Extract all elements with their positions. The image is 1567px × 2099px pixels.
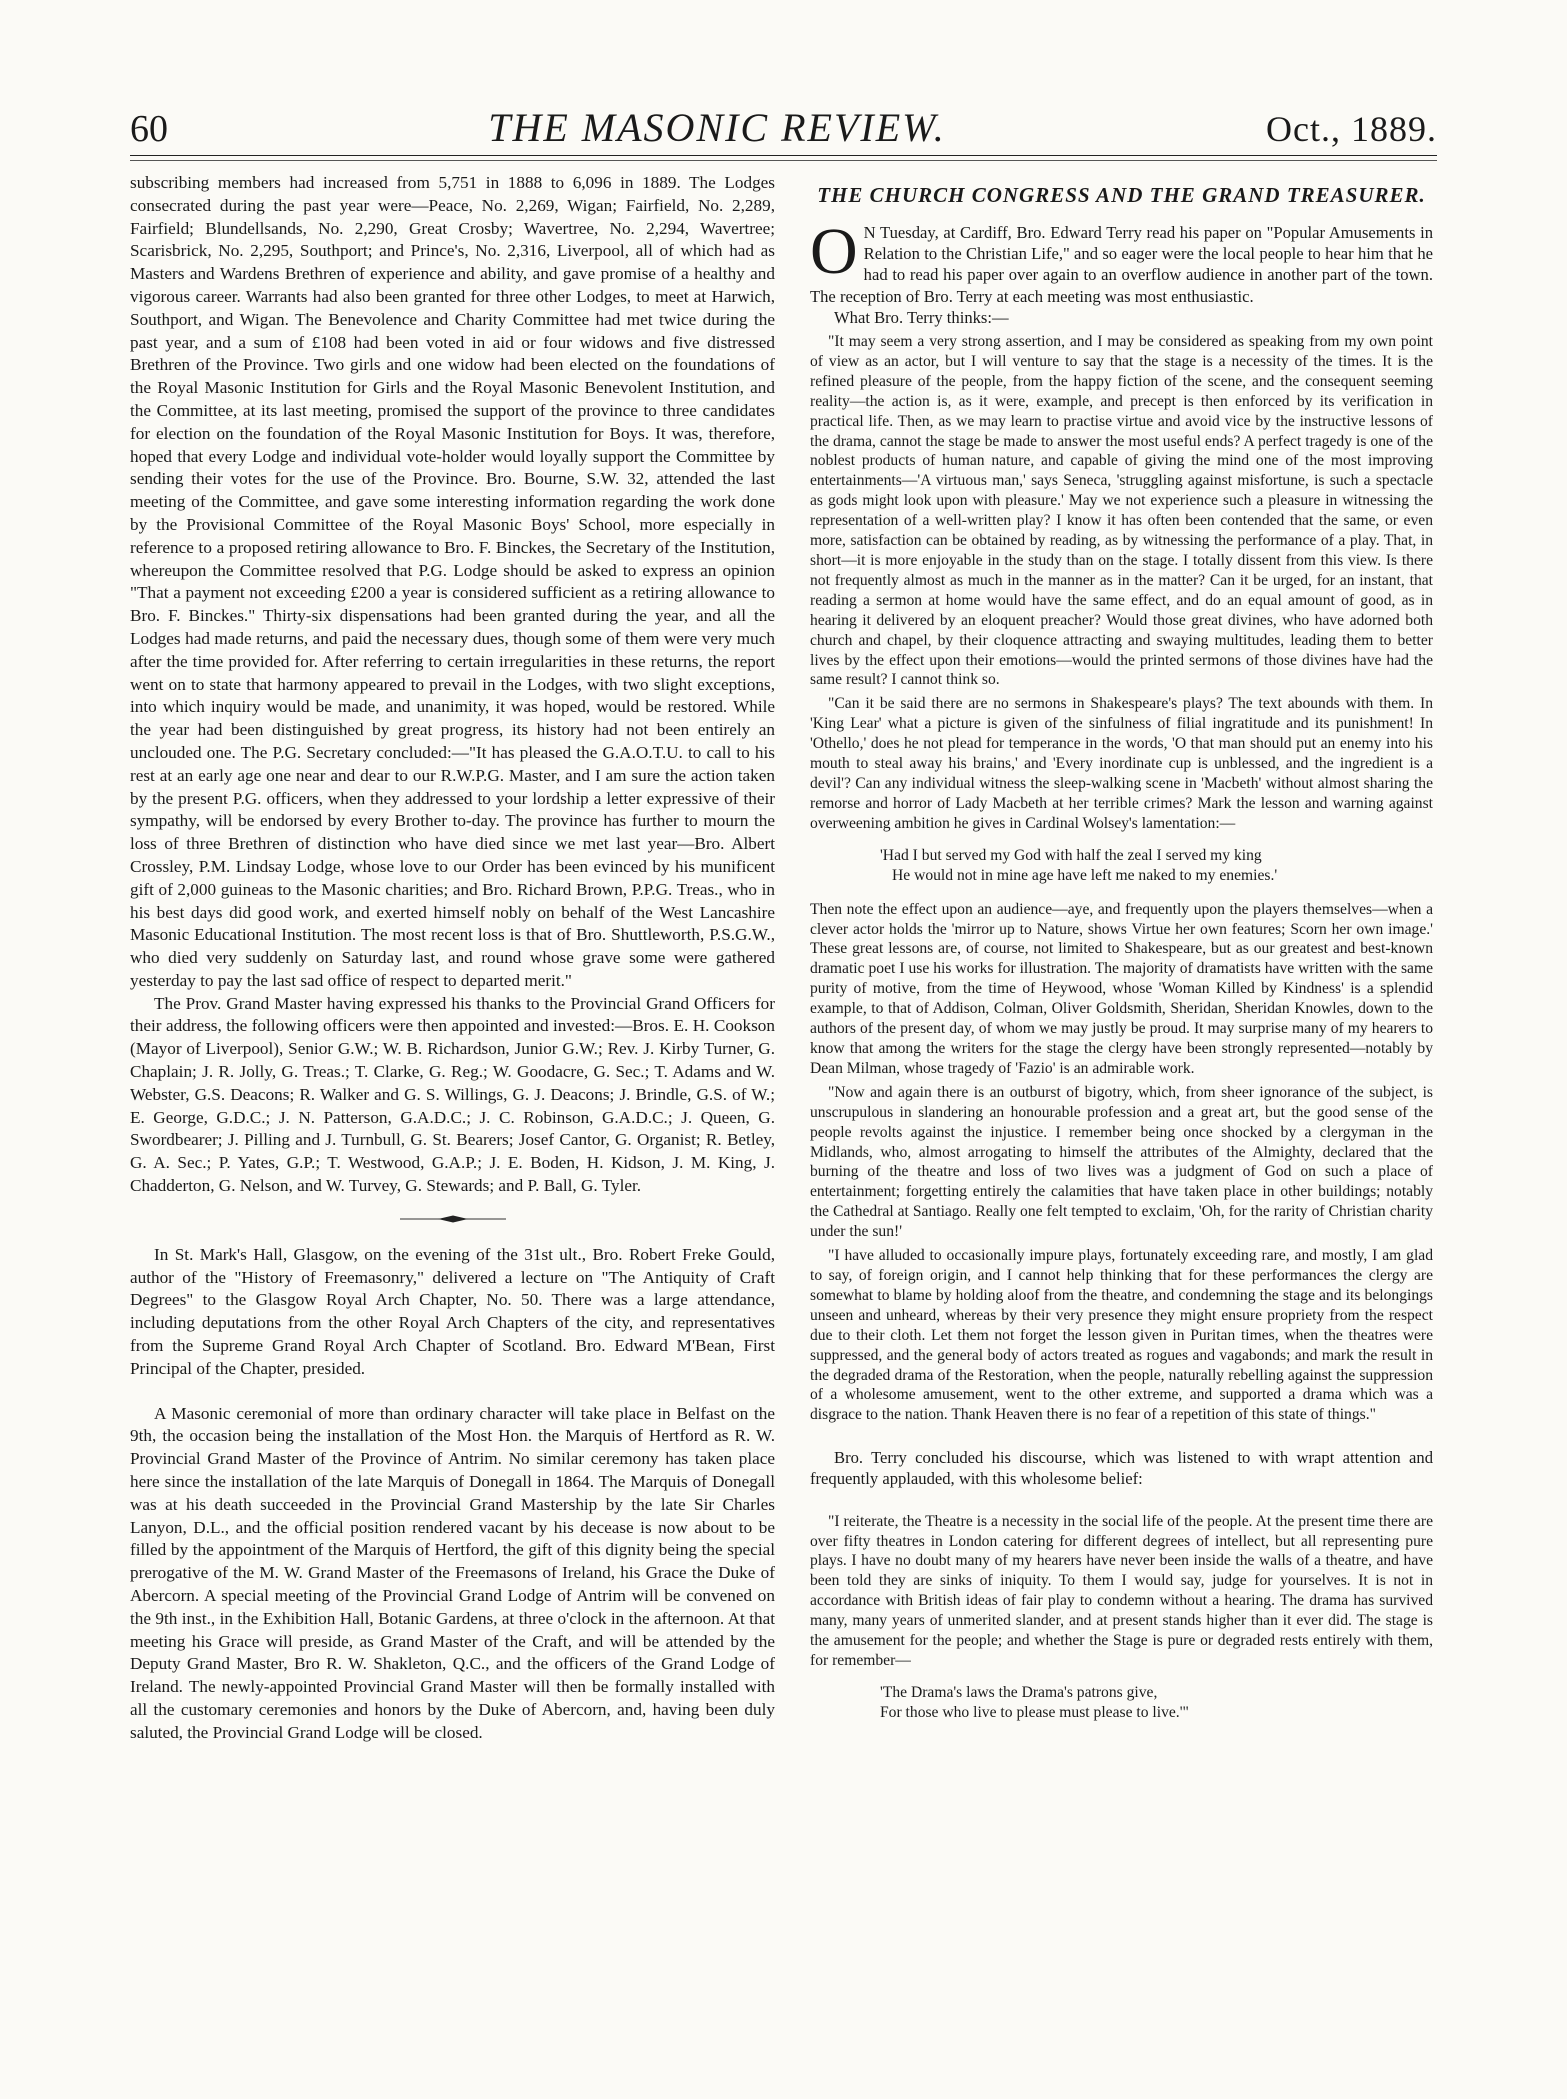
verse-line: For those who live to please must please to live.'": [880, 1703, 1189, 1721]
article-title: THE CHURCH CONGRESS AND THE GRAND TREASURER.: [817, 183, 1426, 207]
quote-paragraph: "Now and again there is an outburst of bigotry, which, from sheer ignorance of the subject, is unscrupulous in slandering an honourable profession and a great art, but the good sense of the people revolts against the injustice. I remember being once shocked by a clergyman in the Midlands, who, almost arrogating to himself the attributes of the Almighty, declared that the burning of the theatre and loss of two lives was a judgment of God on such a place of entertainment; forgetting entirely the calamities that have taken place in other buildings; notably the Cathedral at Santiago. Really one felt tempted to exclaim, 'Oh, for the rarity of Christian charity under the sun!': [810, 1083, 1433, 1241]
concluding-paragraph: Bro. Terry concluded his discourse, which was listened to with wrapt attention and frequently applauded, with this wholesome belief:: [810, 1448, 1433, 1489]
page-header: [130, 104, 1437, 152]
report-continuation-paragraph: subscribing members had increased from 5,751 in 1888 to 6,096 in 1889. The Lodges consecrated during the past year were—Peace, No. 2,269, Wigan; Fairfield, No. 2,289, Fairfield; Blundellsands, No. 2,290, Great Crosby; Wavertree, No. 2,294, Wavertree; Scarisbrick, No. 2,295, Southport; and Prince's, No. 2,316, Liverpool, all of which had as Masters and Wardens Brethren of experience and ability, and gave promise of a healthy and vigorous career. Warrants had also been granted for three other Lodges, to meet at Harwich, Southport, and Wigan. The Benevolence and Charity Committee had met twice during the past year, and a sum of £108 had been voted in aid or four widows and five distressed Brethren of the Province. Two girls and one widow had been elected on the foundations of the Royal Masonic Institution for Girls and the Royal Masonic Benevolent Institution, and the Committee, at its last meeting, promised the support of the province to three candidates for election on the foundation of the Royal Masonic Institution for Boys. It was, therefore, hoped that every Lodge and individual vote-holder would loyally support the Committee by sending their votes for the use of the Province. Bro. Bourne, S.W. 32, attended the last meeting of the Committee, and gave some interesting information regarding the work done by the Provisional Committee of the Royal Masonic Boys' School, more especially in reference to a proposed retiring allowance to Bro. F. Binckes, the Secretary of the Institution, whereupon the Committee resolved that P.G. Lodge should be asked to express an opinion "That a payment not exceeding £200 a year is considered sufficient as a retiring allowance to Bro. F. Binckes." Thirty-six dispensations had been granted during the year, and all the Lodges had made returns, and paid the necessary dues, though some of them were very much after the time provided for. After referring to certain irregularities in these returns, the report went on to state that harmony appeared to prevail in the Lodges, with two slight exceptions, into which inquiry would be made, and unanimity, it was hoped, would be restored. While the year had been distinguished by great progress, its history had not been entirely an unclouded one. The P.G. Secretary concluded:—"It has pleased the G.A.O.T.U. to call to his rest at an early age one near and dear to our R.W.P.G. Master, and I am sure the action taken by the present P.G. officers, when they addressed to your lordship a letter expressive of their sympathy, will be endorsed by every Brother to-day. The province has further to mourn the loss of three Brethren of distinction who have died since we met last year—Bro. Albert Crossley, P.M. Lindsay Lodge, whose love to our Order has been evinced by his munificent gift of 2,000 guineas to the Masonic charities; and Bro. Richard Brown, P.P.G. Treas., who in his best days did good work, and exerted himself nobly on behalf of the West Lancashire Masonic Educational Institution. The most recent loss is that of Bro. Shuttleworth, P.S.G.W., who died very suddenly on Saturday last, and round whose grave some were gathered yesterday to pay the last sad office of respect to departed merit.": [130, 173, 775, 990]
verse-line: He would not in mine age have left me naked to my enemies.': [892, 866, 1278, 884]
left-column: [130, 172, 775, 1992]
article-intro-text: N Tuesday, at Cardiff, Bro. Edward Terry read his paper on "Popular Amusements in Relation to the Christian Life," and so eager were the local people to hear him that he had to read his paper over again to an overflow audience in another part of the town. The reception of Bro. Terry at each meeting was most enthusiastic.: [810, 223, 1433, 306]
verse-line: 'The Drama's laws the Drama's patrons give,: [880, 1683, 1158, 1701]
verse-quotation: [880, 846, 1433, 886]
quote-paragraph: "I have alluded to occasionally impure plays, fortunately exceeding rare, and mostly, I am glad to say, of foreign origin, and I cannot help thinking that for these performances the clergy are somewhat to blame by holding aloof from the theatre, and condemning the stage and its belongings unseen and unheard, whereas by their very presence they might ensure propriety from the respect due to their cloth. Let them not forget the lesson given in Puritan times, when the theatres were suppressed, and the general body of actors treated as rogues and vagabonds; and mark the result in the degraded drama of the Restoration, when the people, naturally rebelling against the suppression of a wholesome amusement, went to the other extreme, and supported a drama which was a disgrace to the nation. Thank Heaven there is no fear of a repetition of this state of things.": [810, 1247, 1433, 1424]
publication-title: THE MASONIC REVIEW.: [488, 105, 946, 150]
header-rule-thin: [130, 160, 1437, 161]
quote-paragraph: "Can it be said there are no sermons in Shakespeare's plays? The text abounds with them. In 'King Lear' what a picture is given of the sinfulness of filial ingratitude and its punishment! In 'Othello,' does he not plead for temperance in the words, 'O that man should put an enemy into his mouth to steal away his brains,' and 'Every inordinate cup is unblessed, and the ingredient is a devil'? Can any individual witness the sleep-walking scene in 'Macbeth' without almost sharing the remorse and horror of Lady Macbeth at her terrible crimes? Mark the lesson and warning against overweening ambition he gives in Cardinal Wolsey's lamentation:—: [810, 695, 1433, 832]
issue-date: Oct., 1889.: [1266, 109, 1437, 149]
section-divider: [130, 1214, 775, 1224]
verse-line: 'Had I but served my God with half the zeal I served my king: [880, 846, 1262, 864]
right-column: [810, 172, 1433, 1992]
page-number: 60: [130, 108, 168, 150]
glasgow-lecture-paragraph: In St. Mark's Hall, Glasgow, on the evening of the 31st ult., Bro. Robert Freke Gould, author of the "History of Freemasonry," delivered a lecture on "The Antiquity of Craft Degrees" to the Glasgow Royal Arch Chapter, No. 50. There was a large attendance, including deputations from the other Royal Arch Chapters of the city, and representatives from the Supreme Grand Royal Arch Chapter of Scotland. Bro. Edward M'Bean, First Principal of the Chapter, presided.: [130, 1244, 775, 1378]
quote-paragraph: "I reiterate, the Theatre is a necessity in the social life of the people. At the present time there are over fifty theatres in London catering for different degrees of intellect, but all representing pure plays. I have no doubt many of my hearers have never been inside the walls of a theatre, and have been told they are sinks of iniquity. To them I would say, judge for yourselves. It is not in accordance with British ideas of fair play to condemn without a hearing. The drama has survived many, many years of unmerited slander, and at present stands higher than it ever did. The stage is the amusement for the people; and whether the Stage is pure or degraded rests entirely with them, for remember—: [810, 1512, 1433, 1669]
quote-paragraph: "It may seem a very strong assertion, and I may be considered as speaking from my own point of view as an actor, but I will venture to say that the stage is a necessity of the times. It is the refined pleasure of the people, from the happy fiction of the scene, and the consequent seeming reality—the action is, as it were, example, and precept is then enforced by its verification in practical life. Then, as we may learn to practise virtue and avoid vice by the instructive lessons of the drama, cannot the stage be made to answer the most useful ends? A perfect tragedy is one of the noblest products of human nature, and capable of giving the mind one of the most improving entertainments—'A virtuous man,' says Seneca, 'struggling against misfortune, is such a spectacle as gods might look upon with pleasure.' May we not experience such a pleasure in witnessing the representation of a well-written play? I know it has often been contended that the same, or even more, satisfaction can be obtained by reading, as by witnessing the performance of a play. That, in short—it is more enjoyable in the study than on the stage. I totally dissent from this view. Is there not frequently almost as much in the manner as in the matter? Can it be urged, for an instant, that reading a sermon at home would have the same effect, and do an equal amount of good, as in hearing it delivered by an eloquent preacher? Would those great divines, who have adorned both church and chapel, by their cloquence attracting and swaying multitudes, leading them to better lives by the effect upon their emotions—would the printed sermons of those divines have had the same result? I cannot think so.: [810, 333, 1433, 689]
header-rule: [130, 155, 1437, 156]
drop-cap: O: [810, 215, 858, 288]
article-intro: [810, 215, 1433, 307]
quote-paragraph: Then note the effect upon an audience—aye, and frequently upon the players themselves—when a clever actor holds the 'mirror up to Nature, shows Virtue her own features; Scorn her own image.' These great lessons are, of course, not limited to Shakespeare, but as our greatest and best-known dramatic poet I use his works for illustration. The majority of dramatists have written with the same purity of motive, from the time of Heywood, whose 'Woman Killed by Kindness' is a splendid example, to that of Addison, Colman, Oliver Goldsmith, Sheridan, Sheridan Knowles, down to the authors of the present day, of whom we may justly be proud. It may surprise many of my hearers to know that among the writers for the stage the clergy have been strongly represented—notably by Dean Milman, whose tragedy of 'Fazio' is an admirable work.: [810, 900, 1433, 1077]
belfast-ceremony-paragraph: A Masonic ceremonial of more than ordinary character will take place in Belfast on the 9th, the occasion being the installation of the Most Hon. the Marquis of Hertford as R. W. Provincial Grand Master of the Province of Antrim. No similar ceremony has taken place here since the installation of the late Marquis of Donegall in 1864. The Marquis of Donegall was at his death succeeded in the Provincial Grand Mastership by the late Sir Charles Lanyon, D.L., and the official position rendered vacant by his decease is now about to be filled by the appointment of the Marquis of Hertford, the gift of this dignity being the special prerogative of the M. W. Grand Master of the Freemasons of Ireland, his Grace the Duke of Abercorn. A special meeting of the Provincial Grand Lodge of Antrim will be convened on the 9th inst., in the Exhibition Hall, Botanic Gardens, at three o'clock in the afternoon. At that meeting his Grace will preside, as Grand Master of the Craft, and will be attended by the Deputy Grand Master, Bro R. W. Shakleton, Q.C., and the officers of the Grand Lodge of Ireland. The newly-appointed Provincial Grand Master will then be formally installed with all the customary ceremonies and honors by the Duke of Abercorn, and, having been duly saluted, the Provincial Grand Lodge will be closed.: [130, 1403, 775, 1742]
verse-quotation: [880, 1683, 1433, 1723]
officers-appointed-paragraph: The Prov. Grand Master having expressed his thanks to the Provincial Grand Officers for their address, the following officers were then appointed and invested:—Bros. E. H. Cookson (Mayor of Liverpool), Senior G.W.; W. B. Richardson, Junior G.W.; Rev. J. Kirby Turner, G. Chaplain; J. R. Jolly, G. Treas.; T. Clarke, G. Reg.; W. Goodacre, G. Sec.; T. Adams and W. Webster, G.S. Deacons; R. Walker and G. S. Willings, G. J. Deacons; J. Brindle, G.S. of W.; E. George, G.D.C.; J. N. Patterson, G.A.D.C.; J. C. Robinson, G.A.D.C.; J. Queen, G. Swordbearer; J. Pilling and J. Turnbull, G. St. Bearers; Josef Cantor, G. Organist; R. Betley, G. A. Sec.; P. Yates, G.P.; T. Westwood, G.A.P.; J. E. Boden, H. Kidson, J. M. King, J. Chadderton, G. Nelson, and W. Turvey, G. Stewards; and P. Ball, G. Tyler.: [130, 993, 775, 1196]
article-lead-in: What Bro. Terry thinks:—: [834, 307, 1009, 327]
